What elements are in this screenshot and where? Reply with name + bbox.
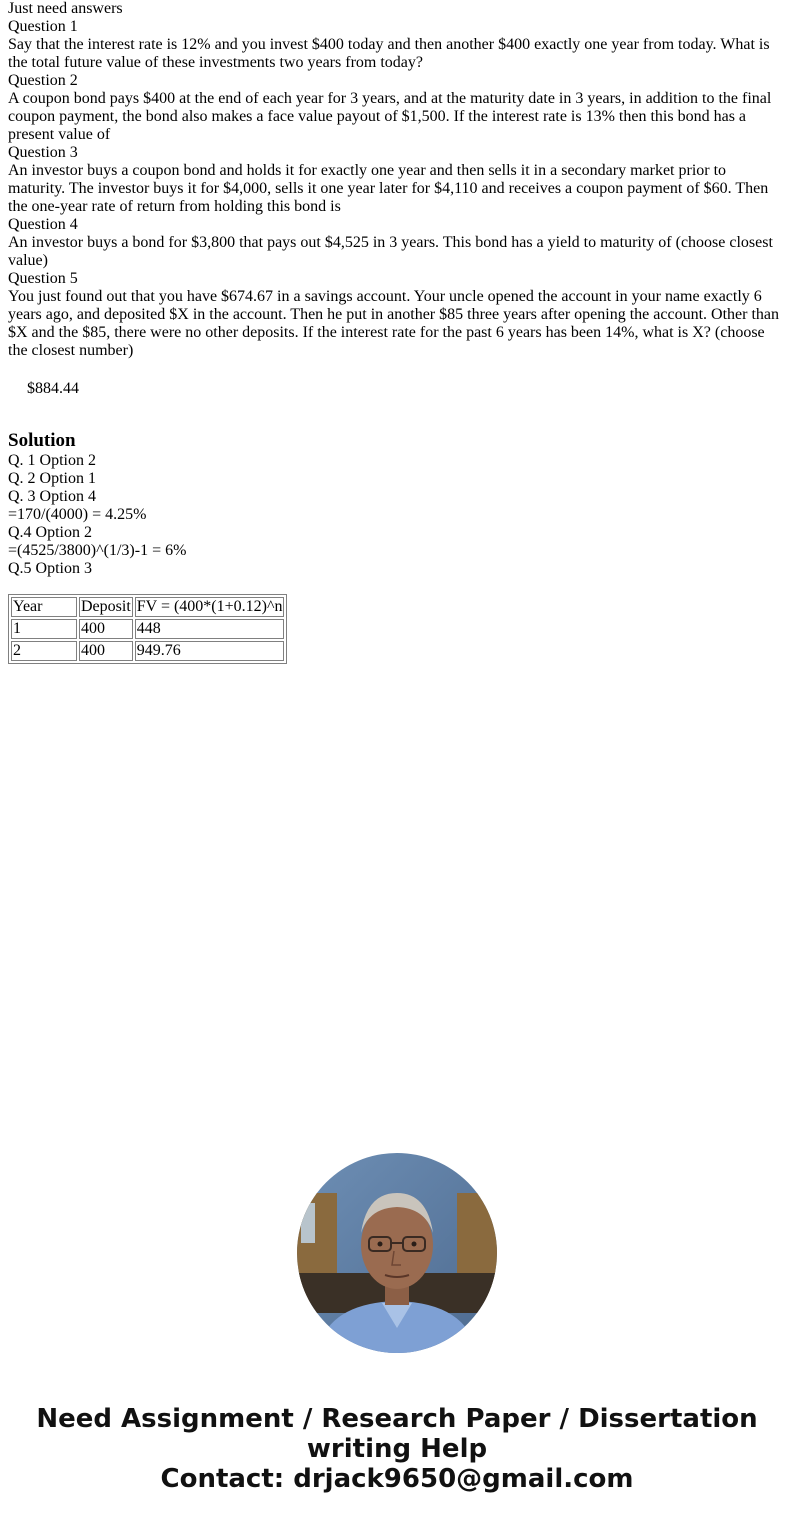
- table-cell: 400: [79, 641, 133, 661]
- table-cell: 448: [135, 619, 285, 639]
- table-header-row: [11, 597, 284, 617]
- question-4: [8, 216, 784, 270]
- table-row: [11, 619, 284, 639]
- question-text: An investor buys a bond for $3,800 that pays out $4,525 in 3 years. This bond has a yield to maturity of (choose closest value): [8, 234, 773, 269]
- table-row: [11, 641, 284, 661]
- table-cell: 949.76: [135, 641, 285, 661]
- answer-option: $884.44: [27, 380, 79, 397]
- question-3: [8, 144, 784, 216]
- solution-line: =170/(4000) = 4.25%: [8, 506, 147, 523]
- question-1: [8, 18, 784, 72]
- table-cell: 2: [11, 641, 77, 661]
- footer-contact: Contact: drjack9650@gmail.com: [160, 1464, 634, 1494]
- solution-line: Q.5 Option 3: [8, 560, 92, 577]
- solution-line: =(4525/3800)^(1/3)-1 = 6%: [8, 542, 187, 559]
- solution-line: Q.4 Option 2: [8, 524, 92, 541]
- author-avatar: [297, 1153, 497, 1353]
- table-header-cell: Year: [11, 597, 77, 617]
- author-photo-icon: [297, 1153, 497, 1353]
- footer-line: Need Assignment / Research Paper / Dissertation: [36, 1404, 758, 1434]
- solution-line: Q. 1 Option 2: [8, 452, 96, 469]
- footer-line: writing Help: [306, 1434, 488, 1464]
- question-text: You just found out that you have $674.67 in a savings account. Your uncle opened the account in your name exactly 6 years ago, and deposited $X in the account. Then he put in another $85 three years after opening the account. Other than $X and the $85, there were no other deposits. If the interest rate for the past 6 years has been 14%, what is X? (choose the closest number): [8, 288, 779, 359]
- question-text: Say that the interest rate is 12% and you invest $400 today and then another $400 exactly one year from today. What is the total future value of these investments two years from today?: [8, 36, 770, 71]
- table-header-cell: FV = (400*(1+0.12)^n: [136, 598, 283, 615]
- question-5: [8, 270, 784, 360]
- question-text: A coupon bond pays $400 at the end of each year for 3 years, and at the maturity date in 3 years, in addition to the final coupon payment, the bond also makes a face value payout of $1,500. If the interest rate is 13% then this bond has a present value of: [8, 90, 772, 143]
- table-header-cell: Deposit: [81, 598, 131, 615]
- question-heading: Question 2: [8, 72, 78, 89]
- solution-line: Q. 3 Option 4: [8, 488, 96, 505]
- fv-table: [8, 594, 287, 664]
- question-heading: Question 3: [8, 144, 78, 161]
- table-cell: 1: [11, 619, 77, 639]
- table-cell: 400: [79, 619, 133, 639]
- question-text: An investor buys a coupon bond and holds it for exactly one year and then sells it in a secondary market prior to maturity. The investor buys it for $4,000, sells it one year later for $4,110 and receives a coupon payment of $60. Then the one-year rate of return from holding this bond is: [8, 162, 769, 215]
- solution-line: Q. 2 Option 1: [8, 470, 96, 487]
- question-heading: Question 4: [8, 216, 78, 233]
- question-2: [8, 72, 784, 144]
- solution-heading: Solution: [8, 430, 76, 451]
- footer-banner: [0, 1404, 794, 1494]
- intro-text: Just need answers: [8, 0, 123, 17]
- question-heading: Question 1: [8, 18, 78, 35]
- question-heading: Question 5: [8, 270, 78, 287]
- document-body: [8, 0, 784, 664]
